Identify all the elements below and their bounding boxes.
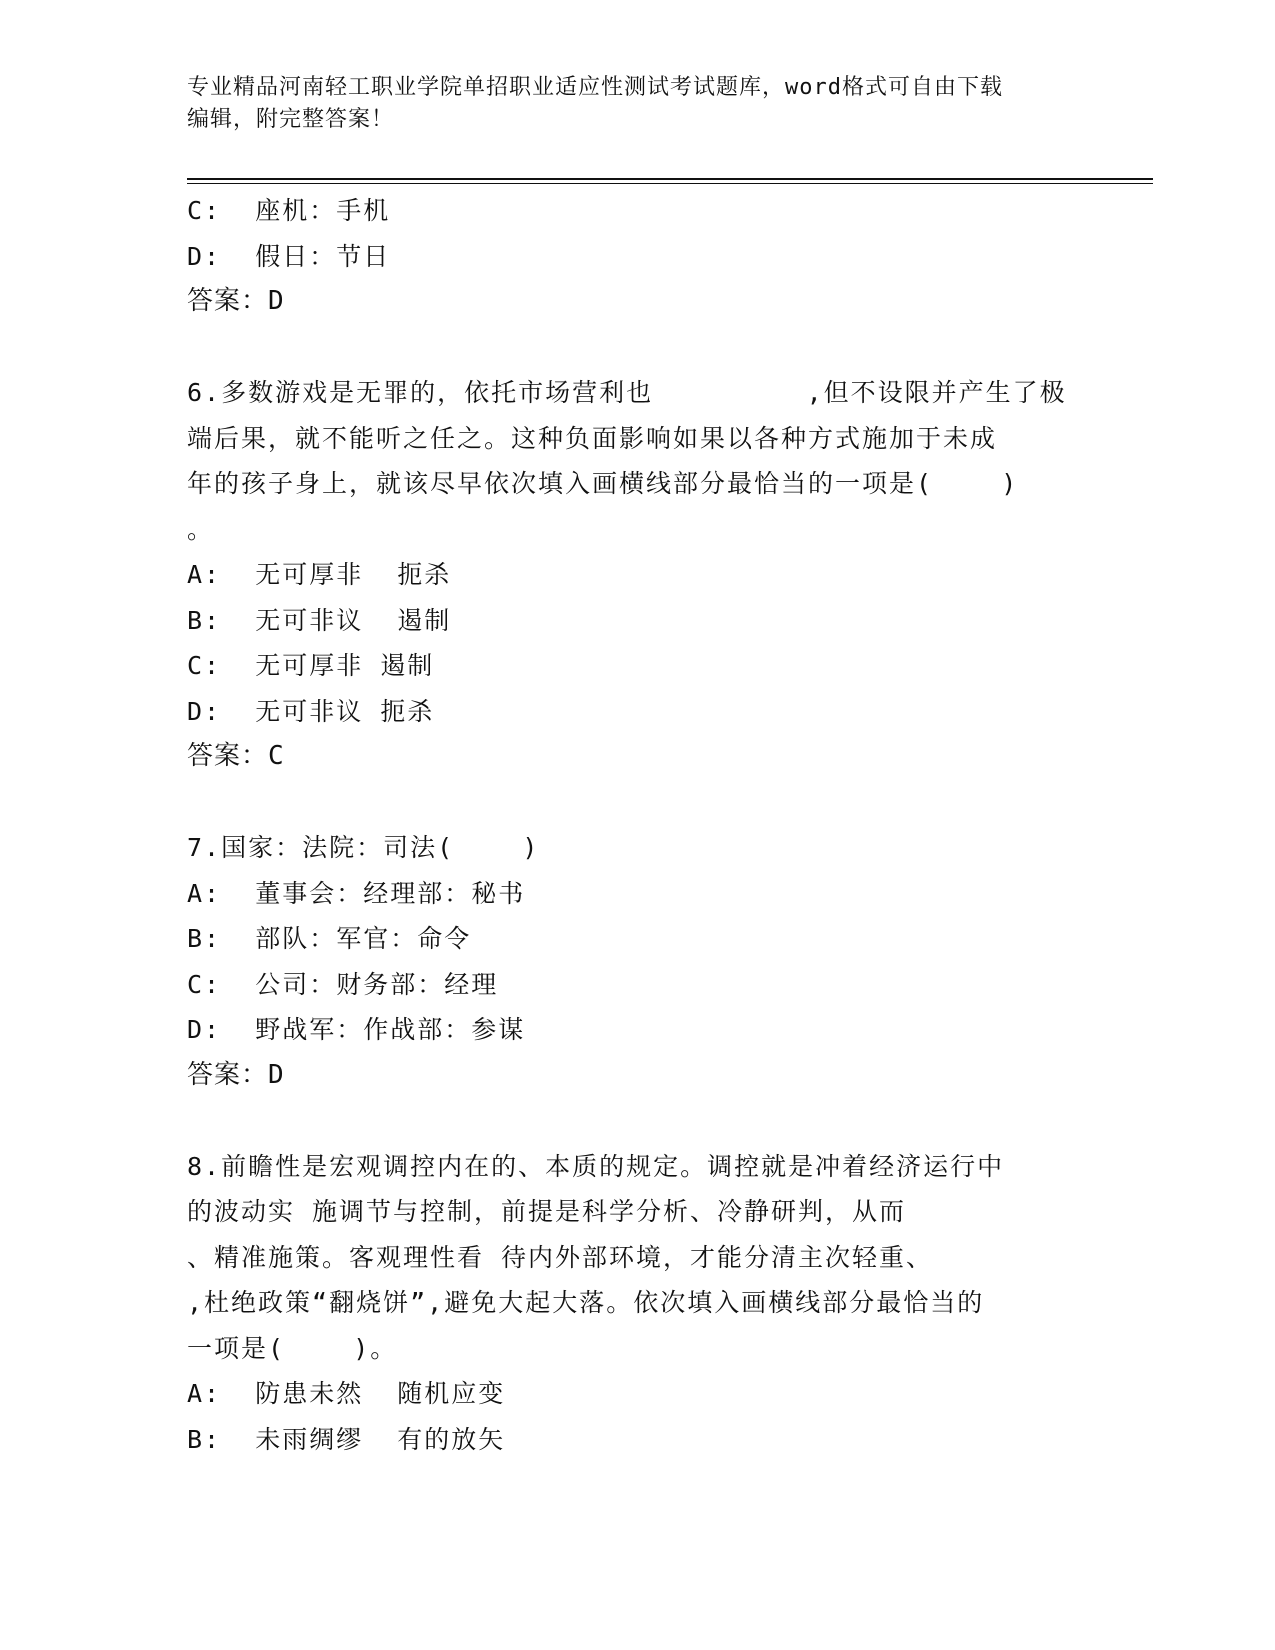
- option-a: A: 防患未然 随机应变: [187, 1379, 506, 1408]
- question-stem-line: 8.前瞻性是宏观调控内在的、本质的规定。调控就是冲着经济运行中: [187, 1151, 1005, 1181]
- question-stem-line: 7.国家：法院：司法( ): [187, 833, 540, 862]
- question-stem-line: 年的孩子身上，就该尽早依次填入画横线部分最恰当的一项是( ): [187, 469, 1019, 498]
- question-8: [187, 1144, 1127, 1463]
- header-rule-thin: [187, 183, 1153, 184]
- option-b: B: 无可非议 遏制: [187, 605, 452, 635]
- question-7: [187, 825, 1127, 1098]
- option-d: D: 假日：节日: [187, 241, 391, 271]
- header-line-2: 编辑，附完整答案！: [187, 107, 395, 132]
- answer-line: 答案：C: [187, 741, 285, 771]
- question-stem-line: 一项是( )。: [187, 1333, 398, 1363]
- option-a: A: 无可厚非 扼杀: [187, 560, 452, 589]
- question-5-tail: [187, 188, 1127, 325]
- answer-line: 答案：D: [187, 1059, 285, 1090]
- option-d: D: 无可非议 扼杀: [187, 696, 435, 726]
- question-6: [187, 370, 1127, 780]
- question-content: [187, 188, 1127, 1462]
- option-a: A: 董事会：经理部：秘书: [187, 878, 526, 908]
- option-c: C: 公司：财务部：经理: [187, 969, 499, 999]
- option-b: B: 未雨绸缪 有的放矢: [187, 1424, 506, 1454]
- question-stem-line: 6.多数游戏是无罪的，依托市场营利也 ,但不设限并产生了极: [187, 378, 1067, 407]
- question-stem-line: 。: [187, 514, 215, 544]
- question-stem-line: 的波动实 施调节与控制，前提是科学分析、冷静研判，从而: [187, 1197, 907, 1226]
- spacer: [187, 1098, 1127, 1144]
- question-stem-line: 、精准施策。客观理性看 待内外部环境，才能分清主次轻重、: [187, 1242, 934, 1272]
- answer-line: 答案：D: [187, 286, 285, 316]
- option-c: C: 无可厚非 遏制: [187, 651, 435, 680]
- page-header: [187, 72, 1087, 136]
- question-stem-line: 端后果，就不能听之任之。这种负面影响如果以各种方式施加于未成: [187, 423, 998, 453]
- spacer: [187, 780, 1127, 826]
- option-b: B: 部队：军官：命令: [187, 924, 472, 953]
- option-d: D: 野战军：作战部：参谋: [187, 1015, 526, 1044]
- question-stem-line: ,杜绝政策“翻烧饼”,避免大起大落。依次填入画横线部分最恰当的: [187, 1288, 985, 1317]
- spacer: [187, 325, 1127, 371]
- header-line-1: 专业精品河南轻工职业学院单招职业适应性测试考试题库，word格式可自由下载: [187, 75, 1003, 100]
- option-c: C: 座机：手机: [187, 196, 391, 225]
- header-rule-thick: [187, 178, 1153, 180]
